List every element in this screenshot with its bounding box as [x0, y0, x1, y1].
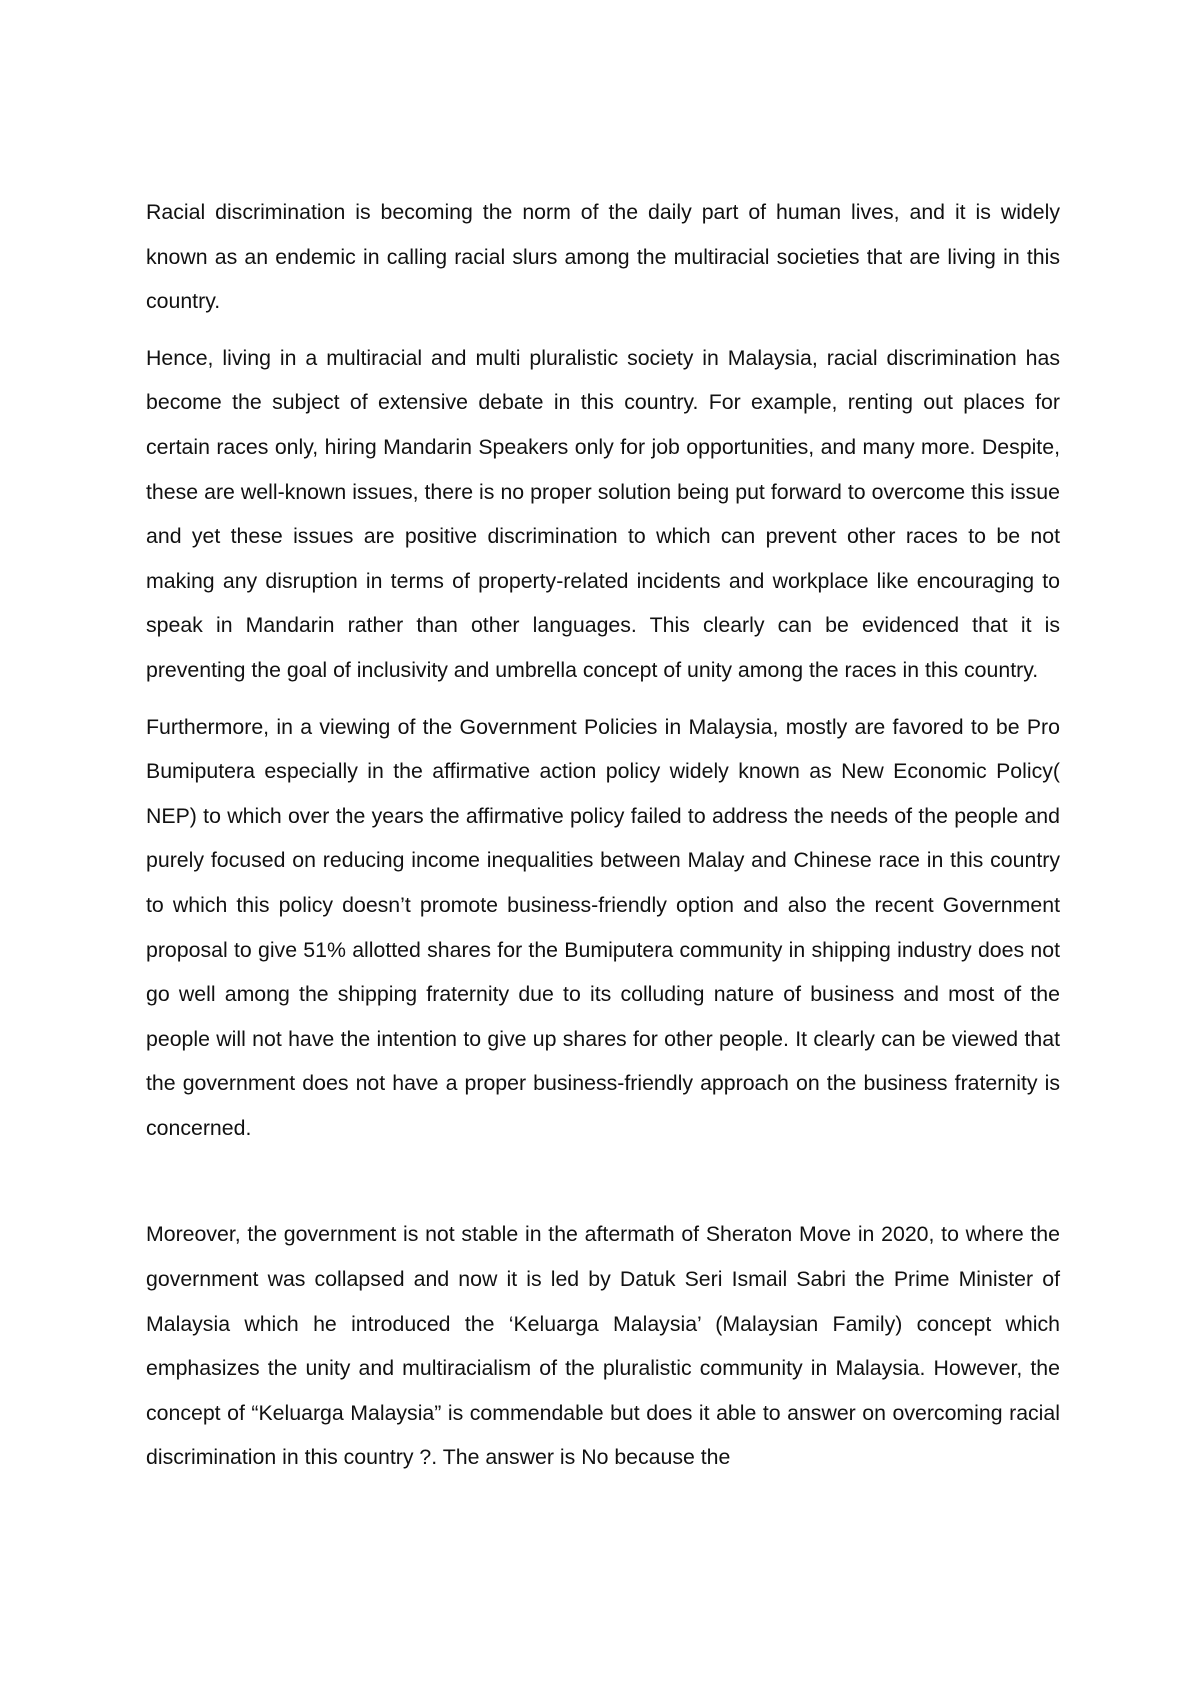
document-body: [146, 190, 1060, 1480]
paragraph-3: Furthermore, in a viewing of the Government Policies in Malaysia, mostly are favored to be Pro Bumiputera especially in the affirmative action policy widely known as New Economic Policy( NEP) to which over the years the affirmative policy failed to address the needs of the people and purely focused on reducing income inequalities between Malay and Chinese race in this country to which this policy doesn’t promote business-friendly option and also the recent Government proposal to give 51% allotted shares for the Bumiputera community in shipping industry does not go well among the shipping fraternity due to its colluding nature of business and most of the people will not have the intention to give up shares for other people. It clearly can be viewed that the government does not have a proper business-friendly approach on the business fraternity is concerned.: [146, 714, 1060, 1140]
paragraph-1: Racial discrimination is becoming the norm of the daily part of human lives, and it is widely known as an endemic in calling racial slurs among the multiracial societies that are living in this country.: [146, 200, 1060, 314]
paragraph-2: Hence, living in a multiracial and multi pluralistic society in Malaysia, racial discrimination has become the subject of extensive debate in this country. For example, renting out places for certain races only, hiring Mandarin Speakers only for job opportunities, and many more. Despite, these are well-known issues, there is no proper solution being put forward to overcome this issue and yet these issues are positive discrimination to which can prevent other races to be not making any disruption in terms of property-related incidents and workplace like encouraging to speak in Mandarin rather than other languages. This clearly can be evidenced that it is preventing the goal of inclusivity and umbrella concept of unity among the races in this country.: [146, 345, 1060, 682]
paragraph-4: Moreover, the government is not stable in the aftermath of Sheraton Move in 2020, to where the government was collapsed and now it is led by Datuk Seri Ismail Sabri the Prime Minister of Malaysia which he introduced the ‘Keluarga Malaysia’ (Malaysian Family) concept which emphasizes the unity and multiracialism of the pluralistic community in Malaysia. However, the concept of “Keluarga Malaysia” is commendable but does it able to answer on overcoming racial discrimination in this country ?. The answer is No because the: [146, 1222, 1060, 1470]
